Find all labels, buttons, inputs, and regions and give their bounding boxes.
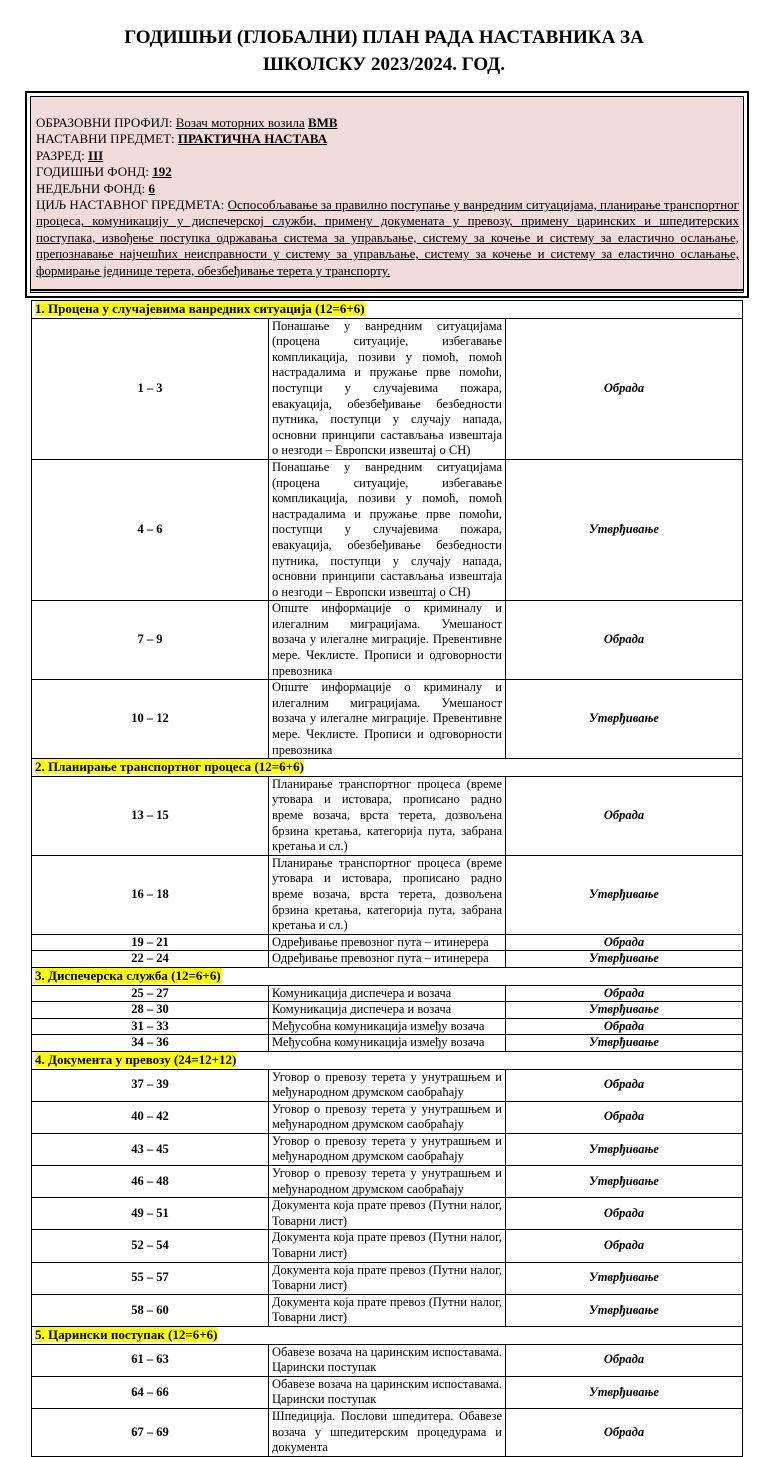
lesson-number-cell: 22 – 24 <box>32 951 269 968</box>
table-row <box>32 1230 743 1262</box>
lesson-number-cell: 10 – 12 <box>32 680 269 759</box>
lesson-type-cell: Обрада <box>506 776 743 855</box>
lesson-number-cell: 16 – 18 <box>32 855 269 934</box>
lesson-topic-cell: Шпедиција. Послови шпедитера. Обавезе возача у шпедитерским процедурама и документа <box>269 1408 506 1456</box>
table-row <box>32 459 743 600</box>
table-row <box>32 1035 743 1052</box>
lesson-number-cell: 40 – 42 <box>32 1101 269 1133</box>
table-row <box>32 1294 743 1326</box>
annual-fund-line <box>36 164 739 180</box>
lesson-number-cell: 49 – 51 <box>32 1198 269 1230</box>
lesson-number-cell: 25 – 27 <box>32 985 269 1002</box>
lesson-type-cell: Обрада <box>506 1069 743 1101</box>
title-line-2: ШКОЛСКУ 2023/2024. ГОД. <box>262 54 506 75</box>
lesson-topic-cell: Документа која прате превоз (Путни налог, Товарни лист) <box>269 1294 506 1326</box>
annual-fund-value: 192 <box>152 164 172 180</box>
table-row <box>32 855 743 934</box>
lesson-number-cell: 19 – 21 <box>32 934 269 951</box>
plan-table-body <box>32 301 743 1457</box>
lesson-type-cell: Обрада <box>506 1198 743 1230</box>
profile-label: ОБРАЗОВНИ ПРОФИЛ: <box>36 115 176 130</box>
lesson-number-cell: 7 – 9 <box>32 601 269 680</box>
lesson-type-cell: Утврђивање <box>506 1166 743 1198</box>
lesson-topic-cell: Планирање транспортног процеса (време утовара и истовара, прописано радно време возача, врста терета, дозвољена брзина кретања, категорија пута, забрана кретања и сл.) <box>269 776 506 855</box>
section-header-row <box>32 1327 743 1345</box>
section-title: 4. Документа у превозу (24=12+12) <box>35 1051 237 1067</box>
lesson-type-cell: Обрада <box>506 1408 743 1456</box>
section-header-row <box>32 1051 743 1069</box>
section-header-cell <box>32 1327 743 1345</box>
lesson-number-cell: 13 – 15 <box>32 776 269 855</box>
lesson-number-cell: 28 – 30 <box>32 1002 269 1019</box>
table-row <box>32 985 743 1002</box>
table-row <box>32 601 743 680</box>
lesson-topic-cell: Документа која прате превоз (Путни налог, Товарни лист) <box>269 1262 506 1294</box>
lesson-topic-cell: Опште информације о криминалу и илегалним миграцијама. Умешаност возача у илегалне миграције. Превентивне мере. Чеклисте. Прописи и одговорности превозника <box>269 680 506 759</box>
table-row <box>32 1133 743 1165</box>
lesson-topic-cell: Документа која прате превоз (Путни налог, Товарни лист) <box>269 1230 506 1262</box>
table-row <box>32 1018 743 1035</box>
lesson-number-cell: 4 – 6 <box>32 459 269 600</box>
lesson-type-cell: Обрада <box>506 985 743 1002</box>
profile-code: ВМВ <box>307 115 338 130</box>
lesson-topic-cell: Уговор о превозу терета у унутрашњем и међународном друмском саобраћају <box>269 1133 506 1165</box>
section-header-row <box>32 967 743 985</box>
lesson-topic-cell: Уговор о превозу терета у унутрашњем и међународном друмском саобраћају <box>269 1101 506 1133</box>
weekly-fund-line <box>36 181 739 197</box>
grade-value: III <box>88 147 104 163</box>
lesson-number-cell: 37 – 39 <box>32 1069 269 1101</box>
lesson-topic-cell: Понашање у ванредним ситуацијама (процена ситуације, избегавање компликација, позиви у помоћ, помоћ настрадалима и пружање прве помоћи, поступци у случајевима пожара, евакуација, обезбеђивање безбедности путника, поступци у случају напада, основни принципи састављања извештаја о незгоди – Европски извештај о СН) <box>269 459 506 600</box>
lesson-topic-cell: Опште информације о криминалу и илегалним миграцијама. Умешаност возача у илегалне миграције. Превентивне мере. Чеклисте. Прописи и одговорности превозника <box>269 601 506 680</box>
section-header-cell <box>32 301 743 319</box>
lesson-type-cell: Утврђивање <box>506 1376 743 1408</box>
goal-label: ЦИЉ НАСТАВНОГ ПРЕДМЕТА: <box>36 197 228 213</box>
table-row <box>32 1344 743 1376</box>
lesson-topic-cell: Документа која прате превоз (Путни налог, Товарни лист) <box>269 1198 506 1230</box>
lesson-number-cell: 55 – 57 <box>32 1262 269 1294</box>
section-header-cell <box>32 967 743 985</box>
lesson-number-cell: 31 – 33 <box>32 1018 269 1035</box>
lesson-topic-cell: Понашање у ванредним ситуацијама (процена ситуације, избегавање компликација, позиви у помоћ, помоћ настрадалима и пружање прве помоћи, поступци у случајевима пожара, евакуација, обезбеђивање безбедности путника, поступци у случају напада, основни принципи састављања извештаја о незгоди – Европски извештај о СН) <box>269 318 506 459</box>
table-row <box>32 318 743 459</box>
lesson-topic-cell: Одређивање превозног пута – итинерера <box>269 934 506 951</box>
lesson-topic-cell: Међусобна комуникација између возача <box>269 1018 506 1035</box>
profile-value: Возач моторних возила <box>175 115 305 130</box>
lesson-type-cell: Утврђивање <box>506 459 743 600</box>
section-header-cell <box>32 759 743 777</box>
table-row <box>32 776 743 855</box>
lesson-number-cell: 64 – 66 <box>32 1376 269 1408</box>
title-line-1: ГОДИШЊИ (ГЛОБАЛНИ) ПЛАН РАДА НАСТАВНИКА ЗА <box>124 27 644 48</box>
lesson-number-cell: 67 – 69 <box>32 1408 269 1456</box>
lesson-type-cell: Утврђивање <box>506 1262 743 1294</box>
lesson-topic-cell: Међусобна комуникација између возача <box>269 1035 506 1052</box>
lesson-type-cell: Утврђивање <box>506 1002 743 1019</box>
lesson-number-cell: 52 – 54 <box>32 1230 269 1262</box>
goal-value: Оспособљавање за правилно поступање у ванредним ситуацијама, планирање транспортног процеса, комуникацију у диспечерској служби, примену докумената у превозу, примену царинских и шпедитерских поступака, извођење поступка одржавања система за управљање, систему за кочење и систему за еластично ослањање, препознавање најчешћих неисправности у систему за управљање, систему за кочење и систему за еластично ослањање, формирање јединице терета, обезбеђивање терета у транспорту. <box>36 197 739 278</box>
grade-line <box>36 148 739 164</box>
goal-paragraph <box>36 197 739 279</box>
section-title: 5. Царински поступак (12=6+6) <box>35 1327 218 1342</box>
info-divider <box>30 289 744 291</box>
lesson-number-cell: 61 – 63 <box>32 1344 269 1376</box>
section-header-row <box>32 301 743 319</box>
lesson-topic-cell: Планирање транспортног процеса (време утовара и истовара, прописано радно време возача, врста терета, дозвољена брзина кретања, категорија пута, забрана кретања и сл.) <box>269 855 506 934</box>
table-row <box>32 1408 743 1456</box>
section-title: 1. Процена у случајевима ванредних ситуација (12=6+6) <box>35 301 365 316</box>
lesson-type-cell: Обрада <box>506 601 743 680</box>
lesson-type-cell: Обрада <box>506 1101 743 1133</box>
lesson-number-cell: 46 – 48 <box>32 1166 269 1198</box>
table-row <box>32 1198 743 1230</box>
lesson-type-cell: Обрада <box>506 318 743 459</box>
document-title <box>0 24 768 78</box>
lesson-type-cell: Обрада <box>506 1344 743 1376</box>
table-row <box>32 951 743 968</box>
lesson-type-cell: Обрада <box>506 1018 743 1035</box>
section-header-cell <box>32 1051 743 1069</box>
lesson-topic-cell: Комуникација диспечера и возача <box>269 985 506 1002</box>
lesson-number-cell: 34 – 36 <box>32 1035 269 1052</box>
table-row <box>32 1262 743 1294</box>
table-row <box>32 1166 743 1198</box>
lesson-topic-cell: Одређивање превозног пута – итинерера <box>269 951 506 968</box>
plan-table <box>31 300 743 1457</box>
lesson-type-cell: Обрада <box>506 934 743 951</box>
lesson-type-cell: Утврђивање <box>506 1294 743 1326</box>
weekly-fund-label: НЕДЕЉНИ ФОНД: <box>36 180 149 196</box>
table-row <box>32 1101 743 1133</box>
lesson-type-cell: Утврђивање <box>506 855 743 934</box>
table-row <box>32 934 743 951</box>
table-row <box>32 680 743 759</box>
lesson-type-cell: Утврђивање <box>506 680 743 759</box>
table-row <box>32 1376 743 1408</box>
lesson-number-cell: 58 – 60 <box>32 1294 269 1326</box>
table-row <box>32 1069 743 1101</box>
lesson-type-cell: Утврђивање <box>506 1035 743 1052</box>
lesson-topic-cell: Уговор о превозу терета у унутрашњем и међународном друмском саобраћају <box>269 1069 506 1101</box>
lesson-number-cell: 43 – 45 <box>32 1133 269 1165</box>
lesson-type-cell: Обрада <box>506 1230 743 1262</box>
section-header-row <box>32 759 743 777</box>
annual-fund-label: ГОДИШЊИ ФОНД: <box>36 164 153 180</box>
weekly-fund-value: 6 <box>148 180 155 196</box>
subject-label: НАСТАВНИ ПРЕДМЕТ: <box>36 131 178 147</box>
lesson-topic-cell: Обавезе возача на царинским испоставама. Царински поступак <box>269 1376 506 1408</box>
lesson-number-cell: 1 – 3 <box>32 318 269 459</box>
grade-label: РАЗРЕД: <box>36 147 89 163</box>
section-title: 3. Диспечерска служба (12=6+6) <box>35 967 221 983</box>
subject-value: ПРАКТИЧНА НАСТАВА <box>177 131 328 147</box>
table-row <box>32 1002 743 1019</box>
lesson-topic-cell: Уговор о превозу терета у унутрашњем и међународном друмском саобраћају <box>269 1166 506 1198</box>
lesson-type-cell: Утврђивање <box>506 951 743 968</box>
lesson-topic-cell: Комуникација диспечера и возача <box>269 1002 506 1019</box>
subject-line <box>36 131 739 147</box>
info-box <box>25 91 749 298</box>
profile-line <box>36 115 739 131</box>
lesson-topic-cell: Обавезе возача на царинским испоставама. Царински поступак <box>269 1344 506 1376</box>
info-box-content <box>30 96 744 293</box>
lesson-type-cell: Утврђивање <box>506 1133 743 1165</box>
section-title: 2. Планирање транспортног процеса (12=6+6) <box>35 759 304 775</box>
